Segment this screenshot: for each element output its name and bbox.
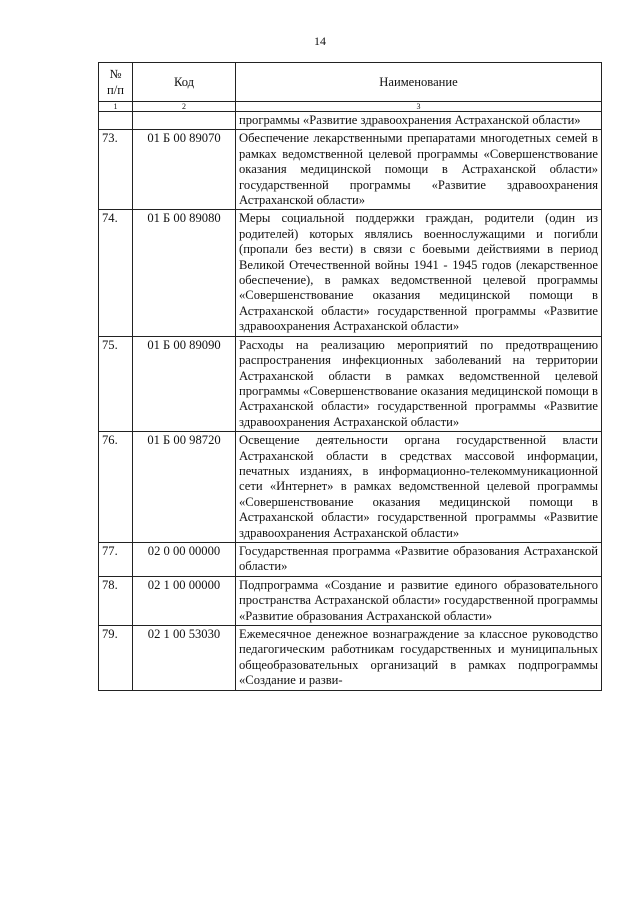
row-code: 02 1 00 00000 xyxy=(133,576,236,625)
header-name: Наименование xyxy=(236,63,602,102)
row-code: 02 0 00 00000 xyxy=(133,542,236,576)
header-code: Код xyxy=(133,63,236,102)
row-name: Ежемесячное денежное вознаграждение за классное руководство педагогическим работникам государственных и муниципальных общеобразовательных организаций в рамках подпрограммы «Создание и разви- xyxy=(236,626,602,691)
row-code: 02 1 00 53030 xyxy=(133,626,236,691)
table-row xyxy=(99,626,602,691)
row-name: Подпрограмма «Создание и развитие единого образовательного пространства Астраханской области» государственной программы «Развитие образования Астраханской области» xyxy=(236,576,602,625)
column-number-1: 1 xyxy=(99,102,133,112)
row-number: 77. xyxy=(99,542,133,576)
row-number: 73. xyxy=(99,130,133,210)
table-row xyxy=(99,210,602,336)
table-row xyxy=(99,112,602,130)
column-number-3: 3 xyxy=(236,102,602,112)
row-name: программы «Развитие здравоохранения Астраханской области» xyxy=(236,112,602,130)
row-number xyxy=(99,112,133,130)
row-code: 01 Б 00 98720 xyxy=(133,432,236,543)
row-code: 01 Б 00 89070 xyxy=(133,130,236,210)
row-number: 75. xyxy=(99,336,133,431)
row-name: Освещение деятельности органа государственной власти Астраханской области в средствах массовой информации, печатных изданиях, в информационно-телекоммуникационной сети «Интернет» в рамках ведомственной целевой программы «Совершенствование оказания медицинской помощи в Астраханской области» государственной программы «Развитие здравоохранения Астраханской области» xyxy=(236,432,602,543)
row-name: Государственная программа «Развитие образования Астраханской области» xyxy=(236,542,602,576)
table-row xyxy=(99,130,602,210)
row-code: 01 Б 00 89080 xyxy=(133,210,236,336)
header-num: № п/п xyxy=(99,63,133,102)
row-code: 01 Б 00 89090 xyxy=(133,336,236,431)
page-number: 14 xyxy=(314,34,326,48)
table-row xyxy=(99,576,602,625)
table-header-row xyxy=(99,63,602,102)
row-number: 74. xyxy=(99,210,133,336)
table-row xyxy=(99,336,602,431)
table-row xyxy=(99,432,602,543)
row-number: 79. xyxy=(99,626,133,691)
column-number-row xyxy=(99,102,602,112)
table-row xyxy=(99,542,602,576)
row-number: 78. xyxy=(99,576,133,625)
row-code xyxy=(133,112,236,130)
row-name: Меры социальной поддержки граждан, родители (один из родителей) которых являлись военнослужащими и погибли (пропали без вести) в связи с боевыми действиями в период Великой Отечественной войны 1941 - 1945 годов (лекарственное обеспечение), в рамках ведомственной целевой программы «Совершенствование оказания медицинской помощи в Астраханской области» государственной программы «Развитие здравоохранения Астраханской области» xyxy=(236,210,602,336)
row-name: Расходы на реализацию мероприятий по предотвращению распространения инфекционных заболеваний на территории Астраханской области в рамках ведомственной целевой программы «Совершенствование оказания медицинской помощи в Астраханской области» государственной программы «Развитие здравоохранения Астраханской области» xyxy=(236,336,602,431)
column-number-2: 2 xyxy=(133,102,236,112)
classification-table xyxy=(98,62,602,691)
row-number: 76. xyxy=(99,432,133,543)
row-name: Обеспечение лекарственными препаратами многодетных семей в рамках ведомственной целевой программы «Совершенствование оказания медицинской помощи в Астраханской области» государственной программы «Развитие здравоохранения Астраханской области» xyxy=(236,130,602,210)
